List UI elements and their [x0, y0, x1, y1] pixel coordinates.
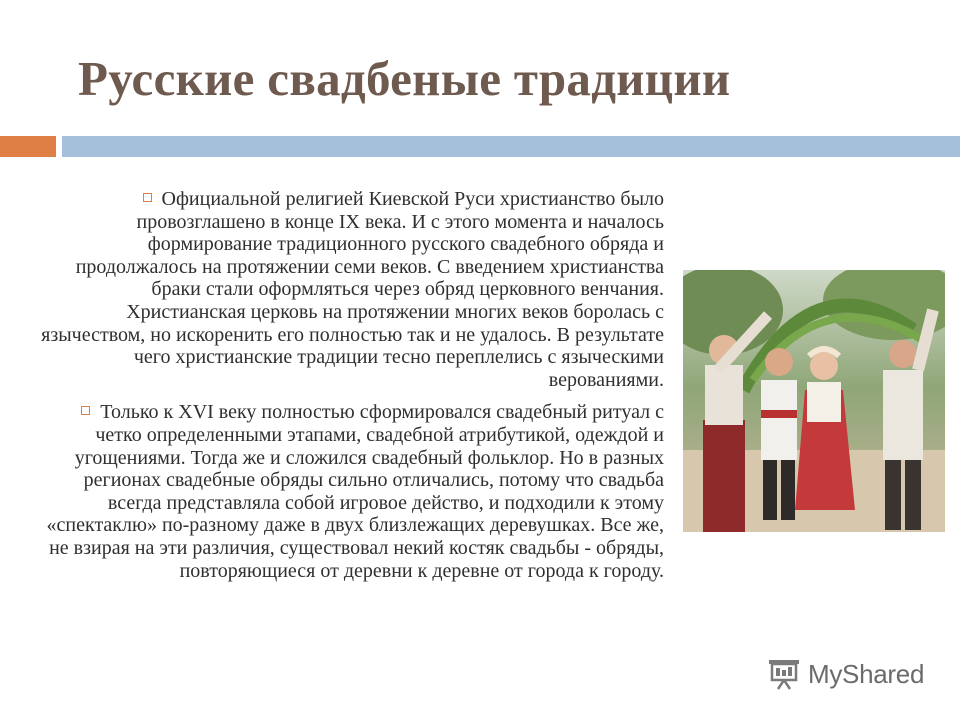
header-accent-blue-bar [62, 136, 960, 157]
slide-title: Русские свадбеные традиции [78, 51, 731, 106]
bullet-paragraph-1 [40, 188, 664, 391]
bullet-text-1: Официальной религией Киевской Руси христианство было провозглашено в конце IX века. И с этого момента и началось формирование традиционного русского свадебного обряда и продолжалось на протяжении семи веков. С введением христианства браки стали оформляться через обряд церковного венчания. Христианская церковь на протяжении многих веков боролась с язычеством, но искоренить его полностью так и не удалось. В результате чего христианские традиции тесно переплелись с языческими верованиями. [41, 188, 664, 391]
presentation-board-icon [766, 656, 802, 692]
slide-body [40, 188, 664, 592]
bullet-paragraph-2 [40, 401, 664, 582]
bullet-square-icon [81, 406, 90, 415]
wedding-procession-photo [683, 270, 945, 532]
header-accent-orange-bar [0, 136, 56, 157]
bullet-text-2: Только к XVI веку полностью сформировался свадебный ритуал с четко определенными этапами, свадебной атрибутикой, одеждой и угощениями. Тогда же и сложился свадебный фольклор. Но в разных регионах свадебные обряды сильно отличались, потому что свадьба всегда представляла собой игровое действо, и подходили к этому «спектаклю» по-разному даже в двух близлежащих деревушках. Все же, не взирая на эти различия, существовал некий костяк свадьбы - обряды, повторяющиеся от деревни к деревне от города к городу. [46, 401, 664, 582]
watermark-text: MyShared [808, 658, 925, 689]
myshared-watermark [766, 656, 924, 692]
bullet-square-icon [143, 193, 152, 202]
